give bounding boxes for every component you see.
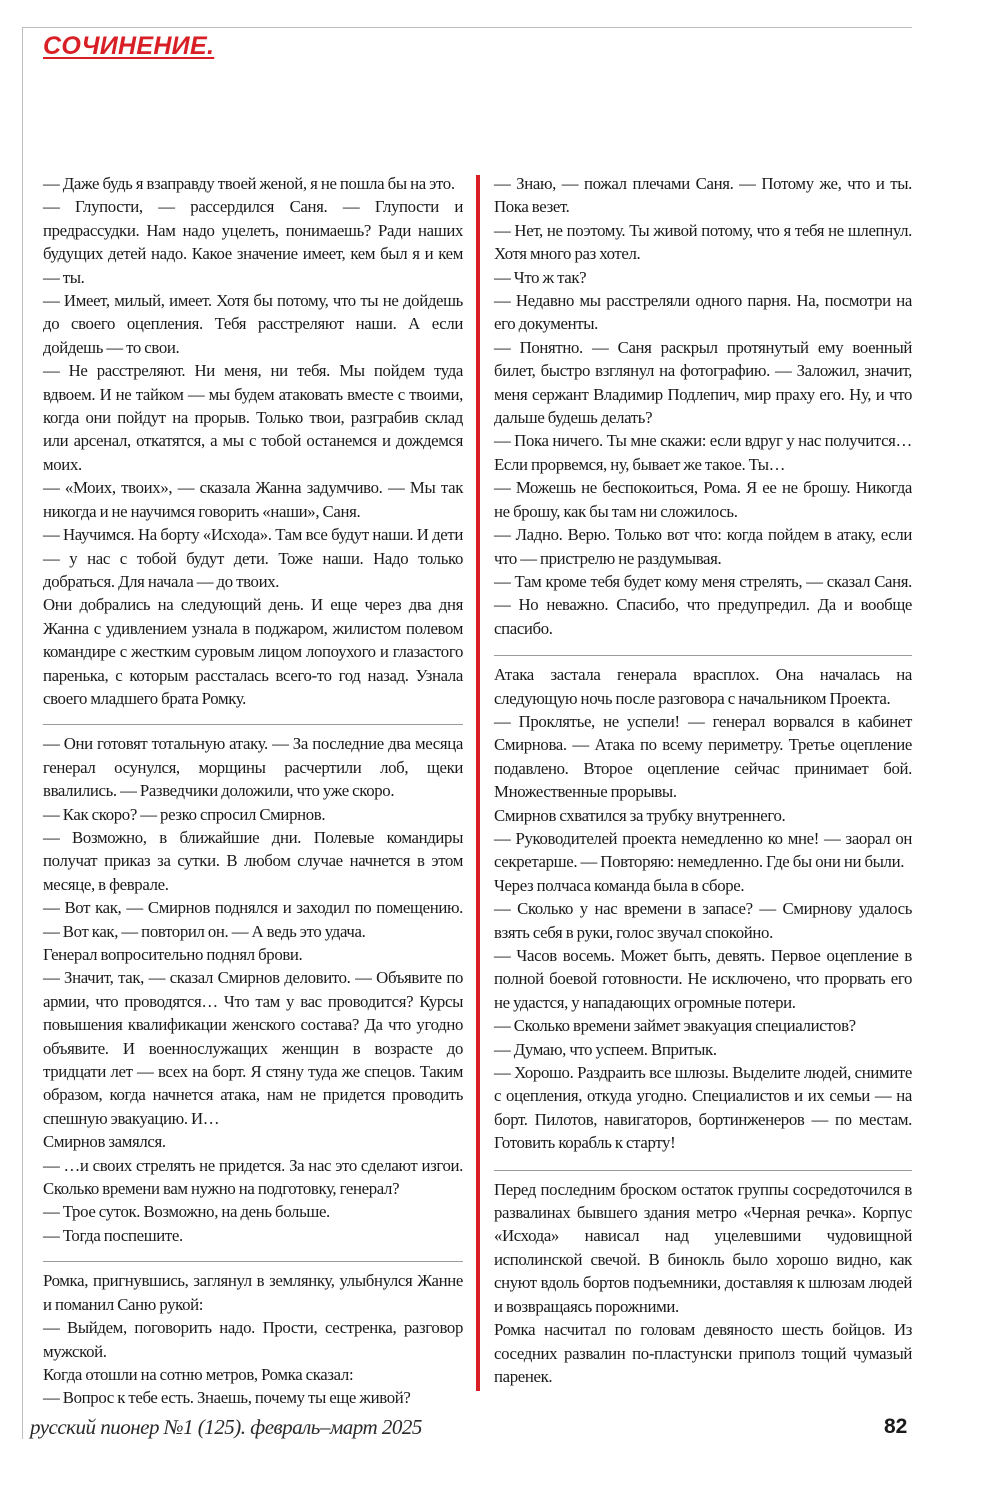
section-title: СОЧИНЕНИЕ. xyxy=(43,32,215,60)
section-divider xyxy=(494,1170,912,1171)
paragraph: — Сколько у нас времени в запасе? — Смирнову удалось взять себя в руки, голос звучал спокойно. xyxy=(494,899,912,942)
story-section xyxy=(494,663,912,1155)
story-section xyxy=(494,172,912,640)
paragraph: — Вот как, — Смирнов поднялся и заходил по помещению. — Вот как, — повторил он. — А ведь это удача. xyxy=(43,898,463,941)
paragraph: — Тогда поспешите. xyxy=(43,1225,183,1245)
left-column xyxy=(43,172,463,1410)
paragraph: — Нет, не поэтому. Ты живой потому, что я тебя не шлепнул. Хотя много раз хотел. xyxy=(494,220,912,264)
section-divider xyxy=(43,724,463,725)
story-section xyxy=(43,732,463,1247)
paragraph: — Научимся. На борту «Исхода». Там все будут наши. И дети — у нас с тобой будут дети. Тоже наши. Надо только добраться. Для начала — до твоих. xyxy=(43,525,463,591)
paragraph: — Часов восемь. Может быть, девять. Первое оцепление в полной боевой готовности. Не исключено, что прорвать его не удастся, у нападающих огромные потери. xyxy=(494,946,912,1012)
paragraph: Через полчаса команда была в сборе. xyxy=(494,875,745,895)
paragraph: — Они готовят тотальную атаку. — За последние два месяца генерал осунулся, морщины расчертили лоб, щеки ввалились. — Разведчики доложили, что уже скоро. xyxy=(43,734,463,801)
paragraph: — Понятно. — Саня раскрыл протянутый ему военный билет, быстро взглянул на фотографию. — Заложил, значит, меня сержант Владимир Подлепич, мир праху его. Ну, и что дальше будешь делать? xyxy=(494,337,912,428)
paragraph: — Как скоро? — резко спросил Смирнов. xyxy=(43,804,326,824)
paragraph: — Пока ничего. Ты мне скажи: если вдруг у нас получится… Если прорвемся, ну, бывает же такое. Ты… xyxy=(494,431,912,474)
paragraph: Они добрались на следующий день. И еще через два дня Жанна с удивлением узнала в поджаром, жилистом полевом командире с жестким суровым лицом лопоухого и глазастого паренька, с которым рассталась всего-то год назад. Узнала своего младшего брата Ромку. xyxy=(43,595,463,708)
paragraph: — Можешь не беспокоиться, Рома. Я ее не брошу. Никогда не брошу, как бы там ни сложилось. xyxy=(494,478,912,521)
paragraph: — Руководителей проекта немедленно ко мне! — заорал он секретарше. — Повторяю: немедленно. Где бы они ни были. xyxy=(494,828,912,872)
paragraph: — Сколько времени займет эвакуация специалистов? xyxy=(494,1016,856,1036)
right-column xyxy=(494,172,912,1388)
paragraph: Генерал вопросительно поднял брови. xyxy=(43,945,303,964)
column-divider-red-rule xyxy=(476,175,480,1391)
paragraph: — Выйдем, поговорить надо. Прости, сестренка, разговор мужской. xyxy=(43,1318,463,1361)
paragraph: — Думаю, что успеем. Впритык. xyxy=(494,1039,717,1059)
story-section xyxy=(494,1178,912,1389)
paragraph: — «Моих, твоих», — сказала Жанна задумчиво. — Мы так никогда и не научимся говорить «наши», Саня. xyxy=(43,478,463,521)
paragraph: — Там кроме тебя будет кому меня стрелять, — сказал Саня. — Но неважно. Спасибо, что предупредил. Да и вообще спасибо. xyxy=(494,571,912,638)
paragraph: — Что ж так? xyxy=(494,267,587,287)
section-divider xyxy=(43,1261,463,1262)
page-frame-top-rule xyxy=(22,27,912,28)
publication-footer: русский пионер №1 (125). февраль–март 2025 xyxy=(30,1415,422,1439)
story-section xyxy=(43,1269,463,1409)
paragraph: — Ладно. Верю. Только вот что: когда пойдем в атаку, если что — пристрелю не раздумывая. xyxy=(494,525,912,568)
paragraph: — …и своих стрелять не придется. За нас это сделают изгои. Сколько времени вам нужно на подготовку, генерал? xyxy=(43,1155,463,1199)
paragraph: Ромка, пригнувшись, заглянул в землянку, улыбнулся Жанне и поманил Саню рукой: xyxy=(43,1271,463,1314)
paragraph: — Вопрос к тебе есть. Знаешь, почему ты еще живой? xyxy=(43,1388,411,1408)
paragraph: Атака застала генерала врасплох. Она началась на следующую ночь после разговора с начальником Проекта. xyxy=(494,665,912,708)
paragraph: — Знаю, — пожал плечами Саня. — Потому же, что и ты. Пока везет. xyxy=(494,174,912,217)
paragraph: — Даже будь я взаправду твоей женой, я не пошла бы на это. xyxy=(43,174,455,193)
paragraph: Смирнов замялся. xyxy=(43,1132,166,1152)
paragraph: — Глупости, — рассердился Саня. — Глупости и предрассудки. Нам надо уцелеть, понимаешь? Ради наших будущих детей надо. Какое значение имеет, кем был я и кем — ты. xyxy=(43,197,463,287)
section-divider xyxy=(494,655,912,656)
paragraph: — Трое суток. Возможно, на день больше. xyxy=(43,1202,330,1222)
paragraph: — Недавно мы расстреляли одного парня. На, посмотри на его документы. xyxy=(494,291,912,334)
page-number: 82 xyxy=(884,1415,908,1438)
paragraph: — Возможно, в ближайшие дни. Полевые командиры получат приказ за сутки. В любом случае начнется в этом месяце, в феврале. xyxy=(43,827,463,894)
paragraph: Смирнов схватился за трубку внутреннего. xyxy=(494,805,786,825)
paragraph: Ромка насчитал по головам девяносто шесть бойцов. Из соседних развалин по-пластунски приполз тощий чумазый паренек. xyxy=(494,1320,912,1386)
paragraph: — Значит, так, — сказал Смирнов деловито. — Объявите по армии, что проводятся… Что там у вас проводится? Курсы повышения квалификации женского состава? Да что угодно объявите. И военнослужащих женщин в возрасте до тридцати лет — всех на борт. Я стяну туда же спецов. Таким образом, когда начнется атака, нам не придется проводить спешную эвакуацию. И… xyxy=(43,968,463,1128)
paragraph: — Хорошо. Раздраить все шлюзы. Выделите людей, снимите с оцепления, откуда угодно. Специалистов и их семьи — на борт. Пилотов, навигаторов, бортинженеров — по местам. Готовить корабль к старту! xyxy=(494,1063,912,1153)
paragraph: — Имеет, милый, имеет. Хотя бы потому, что ты не дойдешь до своего оцепления. Тебя расстреляют наши. А если дойдешь — то свои. xyxy=(43,291,463,357)
paragraph: — Не расстреляют. Ни меня, ни тебя. Мы пойдем туда вдвоем. И не тайком — мы будем атаковать вместе с твоими, когда они пойдут на прорыв. Только твои, разграбив склад или арсенал, откатятся, а мы с тобой останемся и дождемся моих. xyxy=(43,361,463,474)
paragraph: — Проклятье, не успели! — генерал ворвался в кабинет Смирнова. — Атака по всему периметру. Третье оцепление подавлено. Второе оцепление сейчас принимает бой. Множественные прорывы. xyxy=(494,711,912,802)
page-frame-left-rule xyxy=(22,27,23,1439)
paragraph: Когда отошли на сотню метров, Ромка сказал: xyxy=(43,1364,354,1384)
paragraph: Перед последним броском остаток группы сосредоточился в развалинах бывшего здания метро «Черная речка». Корпус «Исхода» нависал над уцелевшими чудовищной исполинской свечой. В бинокль было хорошо видно, как снуют вдоль бортов подъемники, доставляя к шлюзам людей и возвращаясь порожними. xyxy=(494,1179,912,1316)
story-section xyxy=(43,172,463,710)
